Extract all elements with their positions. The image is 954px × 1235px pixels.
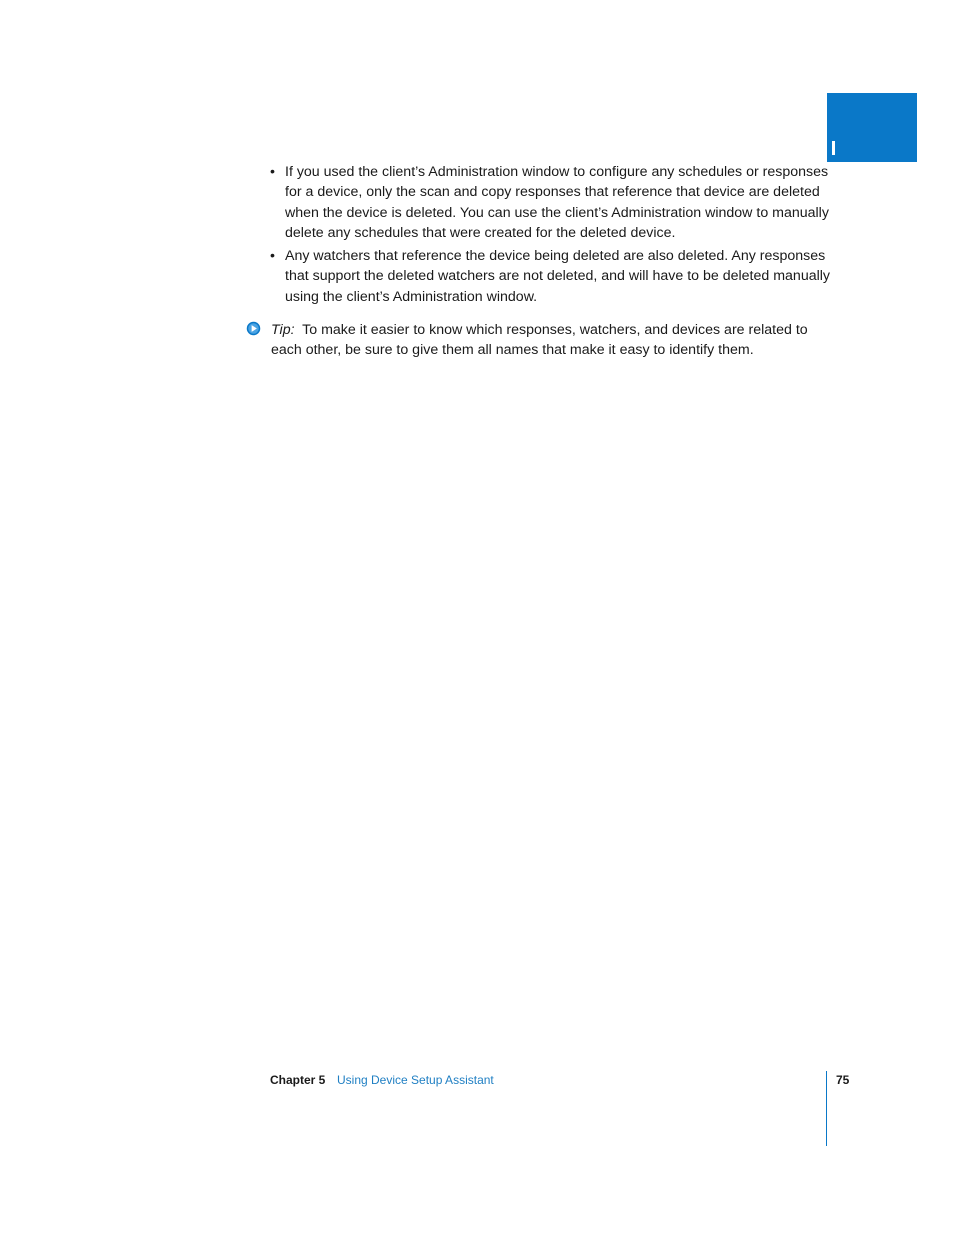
bullet-item: [270, 246, 830, 307]
bullet-list: [270, 162, 830, 310]
bullet-marker: •: [270, 164, 275, 180]
page-number: 75: [836, 1073, 850, 1087]
bullet-text: If you used the client’s Administration window to configure any schedules or responses for a device, only the scan and copy responses that reference that device are deleted when the device is deleted. You can use the client’s Administration window to manually delete any schedules that were created for the deleted device.: [285, 164, 829, 241]
bullet-marker: •: [270, 248, 275, 265]
tip-paragraph: [271, 320, 826, 361]
tip-note: [246, 320, 826, 361]
tip-text: To make it easier to know which responses, watchers, and devices are related to each other, be sure to give them all names that make it easy to identify them.: [271, 322, 808, 359]
tip-label: Tip:: [271, 322, 295, 338]
footer-divider: [826, 1071, 827, 1146]
play-arrow-icon: [246, 321, 261, 336]
footer-chapter-label: Chapter 5: [270, 1073, 326, 1087]
bullet-item: [270, 162, 830, 243]
footer-chapter-title: Using Device Setup Assistant: [337, 1073, 494, 1087]
chapter-tab-bar: [832, 141, 835, 155]
chapter-tab-marker: [827, 93, 917, 162]
bullet-text: Any watchers that reference the device being deleted are also deleted. Any responses that support the deleted watchers are not deleted, and will have to be deleted manually using the client’s Administration window.: [285, 248, 830, 305]
